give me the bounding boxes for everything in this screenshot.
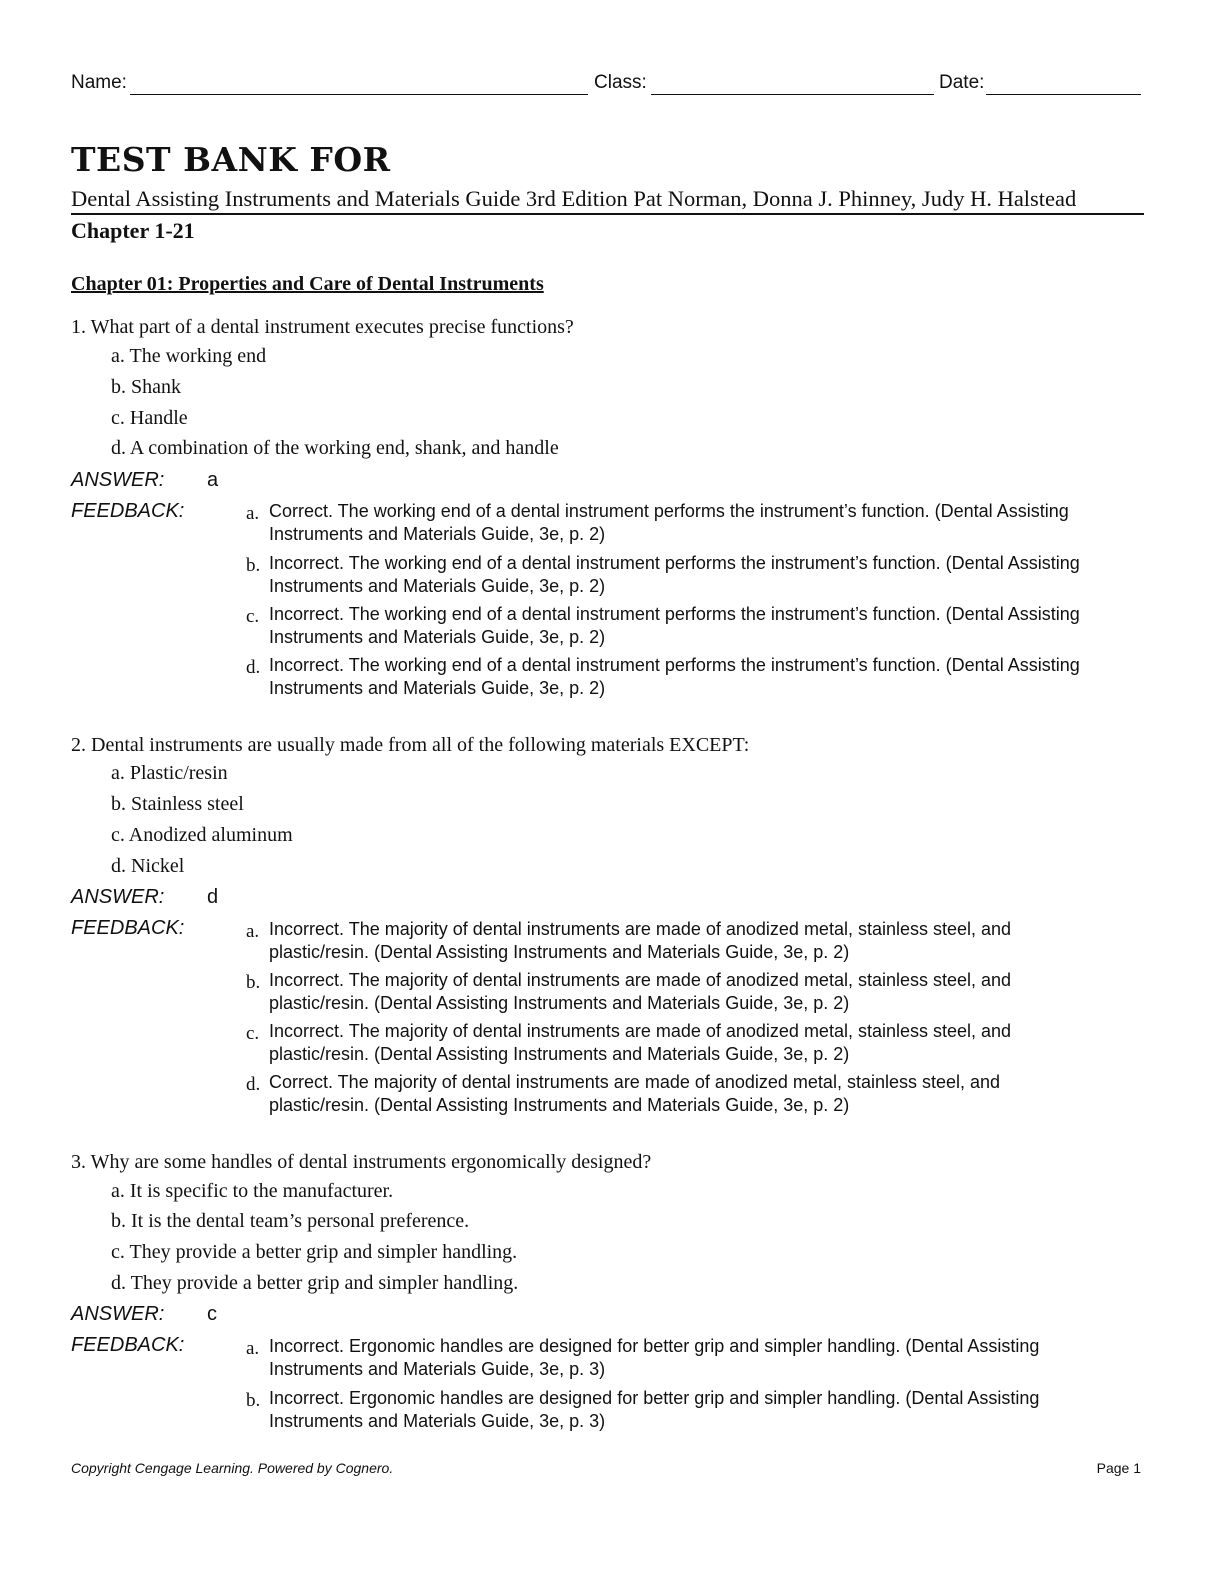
footer-page-number: Page 1 — [1096, 1460, 1141, 1476]
feedback-letter: a. — [246, 503, 260, 524]
feedback-text: Incorrect. The majority of dental instruments are made of anodized metal, stainless steel, and plastic/resin. (Dental Assisting Instruments and Materials Guide, 3e, p. 2) — [269, 919, 1012, 962]
option-b: b. Shank — [111, 376, 181, 398]
feedback-text: Incorrect. Ergonomic handles are designed for better grip and simpler handling. (Dental Assisting Instruments and Materials Guide, 3e, p. 3) — [269, 1388, 1040, 1431]
feedback-letter: a. — [246, 1338, 260, 1359]
feedback-letter: d. — [246, 657, 261, 678]
chapter-range: Chapter 1-21 — [71, 218, 195, 243]
feedback-letter: b. — [246, 555, 261, 576]
option-a: a. Plastic/resin — [111, 762, 228, 784]
date-label: Date: — [939, 72, 985, 93]
answer-label: ANSWER: — [71, 469, 165, 491]
feedback-letter: b. — [246, 972, 261, 993]
feedback-label: FEEDBACK: — [71, 1334, 185, 1356]
feedback-text: Incorrect. The majority of dental instruments are made of anodized metal, stainless steel, and plastic/resin. (Dental Assisting Instruments and Materials Guide, 3e, p. 2) — [269, 970, 1012, 1013]
option-c: c. Handle — [111, 407, 188, 429]
question-text: 2. Dental instruments are usually made from all of the following materials EXCEPT: — [71, 734, 750, 756]
option-a: a. The working end — [111, 345, 267, 367]
footer-copyright: Copyright Cengage Learning. Powered by Cognero. — [71, 1460, 394, 1476]
question-text: 1. What part of a dental instrument executes precise functions? — [71, 316, 574, 338]
option-b: b. Stainless steel — [111, 793, 244, 815]
question-text: 3. Why are some handles of dental instruments ergonomically designed? — [71, 1151, 652, 1173]
answer-value: c — [207, 1303, 217, 1325]
title-divider — [71, 213, 1144, 215]
feedback-text: Correct. The working end of a dental instrument performs the instrument’s function. (Dental Assisting Instruments and Materials Guide, 3e, p. 2) — [269, 501, 1069, 544]
feedback-text: Incorrect. The working end of a dental instrument performs the instrument’s function. (Dental Assisting Instruments and Materials Guide, 3e, p. 2) — [269, 604, 1080, 647]
answer-label: ANSWER: — [71, 886, 165, 908]
option-a: a. It is specific to the manufacturer. — [111, 1180, 394, 1202]
option-c: c. They provide a better grip and simpler handling. — [111, 1241, 518, 1263]
class-label: Class: — [594, 72, 647, 93]
option-d: d. They provide a better grip and simpler handling. — [111, 1272, 519, 1294]
option-c: c. Anodized aluminum — [111, 824, 293, 846]
feedback-letter: a. — [246, 921, 260, 942]
option-d: d. A combination of the working end, shank, and handle — [111, 437, 559, 459]
class-line — [651, 94, 934, 95]
date-line — [986, 94, 1141, 95]
answer-label: ANSWER: — [71, 1303, 165, 1325]
document-title: TEST BANK FOR — [71, 140, 391, 179]
option-b: b. It is the dental team’s personal preference. — [111, 1210, 470, 1232]
feedback-text: Incorrect. The working end of a dental instrument performs the instrument’s function. (Dental Assisting Instruments and Materials Guide, 3e, p. 2) — [269, 655, 1080, 698]
feedback-letter: c. — [246, 606, 260, 627]
answer-value: a — [207, 469, 219, 491]
feedback-letter: d. — [246, 1074, 261, 1095]
feedback-text: Incorrect. The majority of dental instruments are made of anodized metal, stainless steel, and plastic/resin. (Dental Assisting Instruments and Materials Guide, 3e, p. 2) — [269, 1021, 1012, 1064]
chapter-title: Chapter 01: Properties and Care of Dental Instruments — [71, 273, 544, 295]
feedback-label: FEEDBACK: — [71, 500, 185, 522]
feedback-label: FEEDBACK: — [71, 917, 185, 939]
feedback-text: Correct. The majority of dental instruments are made of anodized metal, stainless steel, and plastic/resin. (Dental Assisting Instruments and Materials Guide, 3e, p. 2) — [269, 1072, 1001, 1115]
option-d: d. Nickel — [111, 855, 185, 877]
feedback-text: Incorrect. The working end of a dental instrument performs the instrument’s function. (Dental Assisting Instruments and Materials Guide, 3e, p. 2) — [269, 553, 1080, 596]
answer-value: d — [207, 886, 219, 908]
feedback-letter: c. — [246, 1023, 260, 1044]
name-label: Name: — [71, 72, 127, 93]
feedback-text: Incorrect. Ergonomic handles are designed for better grip and simpler handling. (Dental Assisting Instruments and Materials Guide, 3e, p. 3) — [269, 1336, 1040, 1379]
feedback-letter: b. — [246, 1390, 261, 1411]
document-subtitle: Dental Assisting Instruments and Materials Guide 3rd Edition Pat Norman, Donna J. Phinney, Judy H. Halstead — [71, 186, 1077, 211]
header-fields — [71, 72, 1141, 100]
name-line — [130, 94, 588, 95]
